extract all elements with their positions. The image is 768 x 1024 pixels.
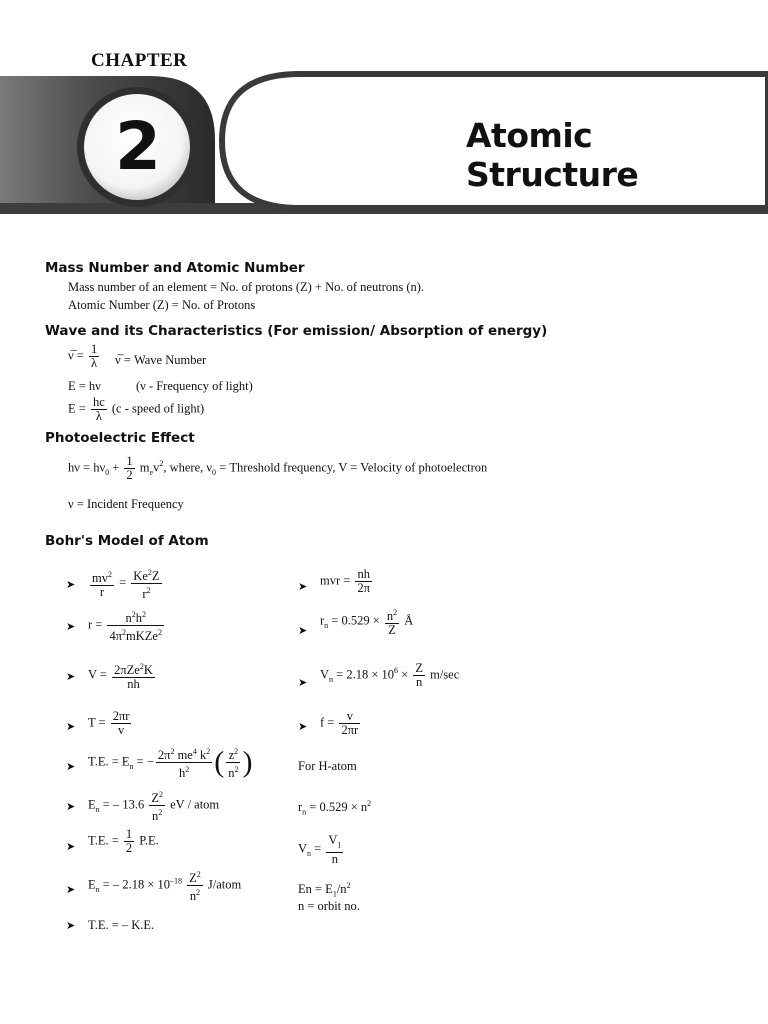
radius-value: = 0.529 × n bbox=[306, 800, 368, 815]
energy-lhs: E = bbox=[68, 401, 86, 416]
heading-mass-number: Mass Number and Atomic Number bbox=[45, 260, 305, 276]
denominator: λ bbox=[91, 356, 98, 370]
bullet-arrow-icon: ➤ bbox=[66, 621, 76, 633]
bullet-arrow-icon: ➤ bbox=[66, 721, 76, 733]
mass-number-definition: Mass number of an element = No. of protons (Z) + No. of neutrons (n). bbox=[68, 280, 425, 294]
wave-lhs: ν̅ = bbox=[68, 348, 84, 363]
chapter-title: Atomic Structure bbox=[466, 116, 639, 194]
bohr-formula-radius: r = $\frac{n^2h^2}{4\pi^2mKZe^2}$ bbox=[88, 610, 162, 644]
atomic-number-definition: Atomic Number (Z) = No. of Protons bbox=[68, 298, 256, 312]
bullet-arrow-icon: ➤ bbox=[66, 801, 76, 813]
bullet-arrow-icon: ➤ bbox=[298, 721, 308, 733]
bullet-arrow-icon: ➤ bbox=[298, 581, 308, 593]
energy-wavelength-formula bbox=[68, 396, 204, 423]
h-atom-velocity: $V_n$ = $\frac{V_1}{n}$ bbox=[298, 833, 342, 866]
velocity-symbol: v bbox=[153, 460, 160, 475]
bullet-arrow-icon: ➤ bbox=[66, 841, 76, 853]
heading-wave: Wave and its Characteristics (For emission/ Absorption of energy) bbox=[45, 323, 548, 339]
energy-divisor: /n bbox=[336, 882, 347, 897]
fraction bbox=[89, 343, 99, 370]
bullet-arrow-icon: ➤ bbox=[66, 579, 76, 591]
bullet-arrow-icon: ➤ bbox=[66, 884, 76, 896]
heading-bohr-model: Bohr's Model of Atom bbox=[45, 533, 209, 549]
denominator: λ bbox=[95, 409, 102, 423]
superscript: 2 bbox=[159, 459, 164, 469]
speed-note: (c - speed of light) bbox=[111, 401, 205, 416]
bohr-formula-velocity: V = $\frac{2\pi Ze^2K}{nh}$ bbox=[88, 662, 153, 692]
subscript: 0 bbox=[212, 467, 217, 477]
subscript: 0 bbox=[105, 467, 110, 477]
bohr-formula-te-pe: T.E. = $\frac{1}{2}$ P.E. bbox=[88, 827, 159, 855]
photo-text: = Threshold frequency, V = Velocity of photoelectron bbox=[216, 460, 488, 475]
bullet-arrow-icon: ➤ bbox=[298, 625, 308, 637]
mass-symbol: m bbox=[139, 460, 150, 475]
photoelectric-equation bbox=[68, 455, 487, 482]
heading-photoelectric: Photoelectric Effect bbox=[45, 430, 195, 446]
wave-number-definition: ν̅ = Wave Number bbox=[115, 353, 207, 367]
bohr-formula-total-energy: T.E. = $E_n$ = − $\frac{2\pi^2 me^4 k^2}{h^2}$ ( $\frac{z^2}{n^2}$ ) bbox=[88, 745, 253, 781]
bohr-formula-velocity-value: $V_n = 2.18 \times 10^6$ × $\frac{Z}{n}$ m/sec bbox=[320, 661, 460, 689]
incident-frequency: ν = Incident Frequency bbox=[68, 497, 184, 511]
fraction bbox=[124, 455, 134, 482]
frequency-note: (ν - Frequency of light) bbox=[136, 379, 253, 393]
plus-sign: + bbox=[112, 460, 120, 475]
radius-symbol: r bbox=[298, 800, 303, 815]
h-atom-radius: $r_n = 0.529 \times n^2$ bbox=[298, 799, 372, 817]
bullet-arrow-icon: ➤ bbox=[66, 920, 76, 932]
bohr-formula-radius-angstrom: $r_n = 0.529$ × $\frac{n^2}{Z}$ Å bbox=[320, 608, 414, 638]
bohr-formula-energy-ev: $E_n$ = – 13.6 $\frac{Z^2}{n^2}$ eV / atom bbox=[88, 790, 220, 824]
chapter-label: CHAPTER bbox=[91, 50, 188, 71]
energy-frequency-formula: E = hν bbox=[68, 379, 101, 393]
energy-symbol: En = E bbox=[298, 882, 333, 897]
for-h-atom-label: For H-atom bbox=[298, 759, 357, 773]
wave-number-formula bbox=[68, 343, 101, 370]
numerator: hc bbox=[92, 395, 105, 409]
photo-text: , where, ν bbox=[163, 460, 213, 475]
numerator: 1 bbox=[126, 454, 133, 468]
orbit-number-note: n = orbit no. bbox=[298, 899, 360, 913]
fraction bbox=[91, 396, 107, 423]
numerator: 1 bbox=[90, 342, 98, 356]
bohr-formula-energy-joule: $E_n$ = – $2.18 \times 10^{-18}$ $\frac{Z^2}{n^2}$ J/atom bbox=[88, 870, 242, 904]
h-atom-energy: $En = E_1/n^2$ bbox=[298, 881, 351, 899]
bohr-formula-period: T = $\frac{2\pi r}{v}$ bbox=[88, 709, 130, 737]
chapter-number: 2 bbox=[115, 108, 161, 185]
photo-lhs: hν = hν bbox=[68, 460, 106, 475]
bohr-formula-centripetal: $\frac{mv^2}{r}$ = $\frac{Ke^2Z}{r^2}$ bbox=[92, 568, 160, 602]
bullet-arrow-icon: ➤ bbox=[66, 671, 76, 683]
bullet-arrow-icon: ➤ bbox=[66, 761, 76, 773]
bullet-arrow-icon: ➤ bbox=[298, 677, 308, 689]
denominator: 2 bbox=[126, 468, 133, 482]
bohr-formula-frequency: f = $\frac{v}{2\pi r}$ bbox=[320, 709, 359, 737]
bohr-formula-angular-momentum: mvr = $\frac{nh}{2\pi}$ bbox=[320, 567, 370, 595]
subscript: e bbox=[149, 467, 154, 477]
bohr-formula-te-ke: T.E. = – K.E. bbox=[88, 918, 155, 932]
